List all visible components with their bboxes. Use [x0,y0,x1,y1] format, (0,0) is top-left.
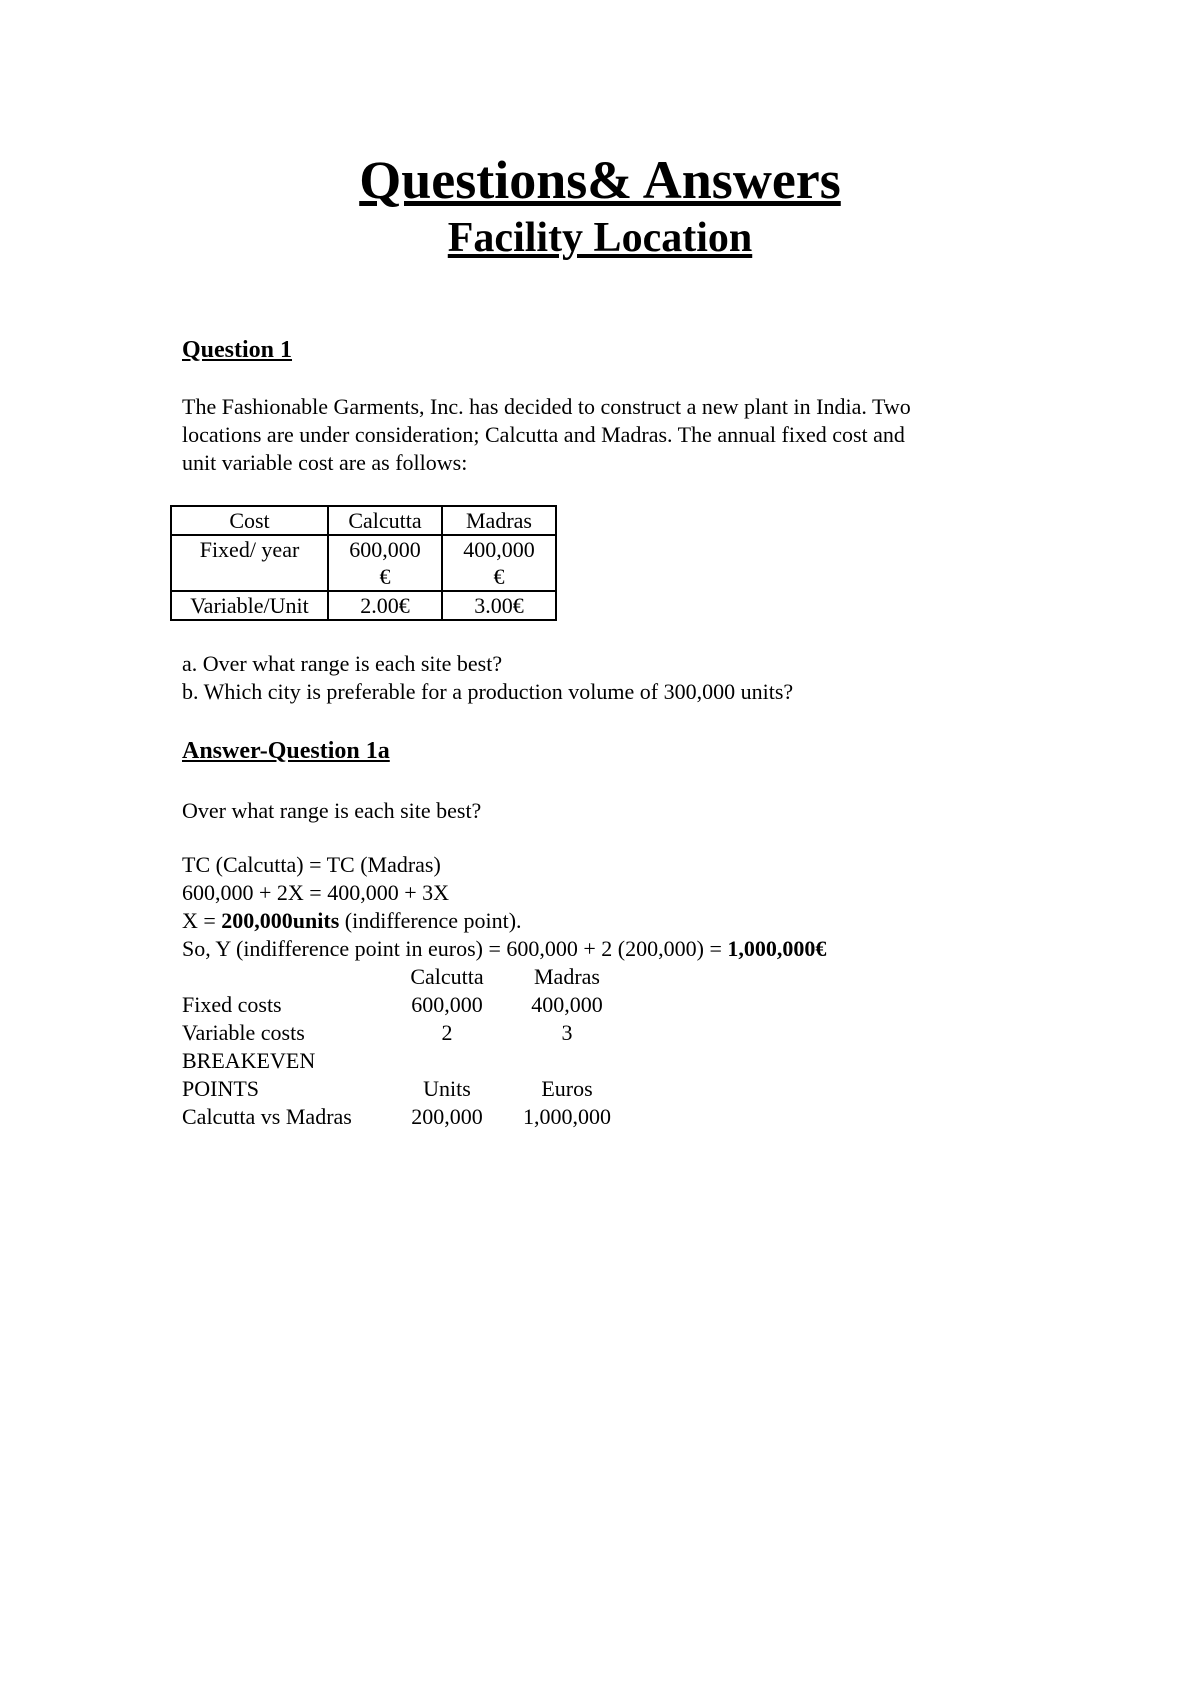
summary-cell: 200,000 [411,1104,483,1129]
equation-line [182,907,1012,935]
summary-cell: 1,000,000 [523,1104,611,1129]
intro-line: locations are under consideration; Calcutta and Madras. The annual fixed cost and [182,422,905,447]
intro-line: The Fashionable Garments, Inc. has decided to construct a new plant in India. Two [182,394,911,419]
summary-cell: Variable costs [182,1020,305,1045]
intro-line: unit variable cost are as follows: [182,450,468,475]
table-cell: 2.00€ [328,591,442,620]
question-1-heading: Question 1 [182,337,293,363]
question-1-intro [182,393,1012,477]
cell-line: 600,000 [349,537,421,562]
summary-cell: Units [423,1076,471,1101]
cell-line: € [493,564,505,589]
document-title: Questions& Answers [359,150,841,210]
answer-1a-heading: Answer-Question 1a [182,738,390,764]
summary-cell: Euros [541,1076,593,1101]
table-row [171,535,556,591]
cell-line: 400,000 [463,537,535,562]
summary-cell: Madras [534,964,600,989]
answer-1a-question [182,797,1012,825]
question-part-a: a. Over what range is each site best? [182,651,503,676]
table-cell [442,535,556,591]
table-cell: Fixed/ year [171,535,328,591]
summary-cell: Calcutta vs Madras [182,1104,352,1129]
table-header-cell: Cost [171,506,328,535]
equation-bold-value: 200,000units [221,908,340,933]
answer-question-text: Over what range is each site best? [182,798,482,823]
table-header-cell: Madras [442,506,556,535]
equation-suffix: (indifference point). [339,908,522,933]
equation-line: TC (Calcutta) = TC (Madras) [182,852,441,877]
equation-line [182,935,1012,963]
equation-bold-value: 1,000,000€ [727,936,827,961]
table-cell [328,535,442,591]
answer-1a-working [182,851,1012,963]
summary-cell: Fixed costs [182,992,282,1017]
table-header-cell: Calcutta [328,506,442,535]
summary-cell: POINTS [182,1076,260,1101]
summary-cell: Calcutta [410,964,484,989]
document-subtitle: Facility Location [447,215,753,261]
summary-cell: 400,000 [531,992,603,1017]
question-1-parts [182,650,1012,706]
summary-cell: 2 [441,1020,453,1045]
summary-cell: 600,000 [411,992,483,1017]
table-row [171,591,556,620]
question-part-b: b. Which city is preferable for a production volume of 300,000 units? [182,679,794,704]
equation-line: 600,000 + 2X = 400,000 + 3X [182,880,449,905]
summary-cell: 3 [561,1020,573,1045]
equation-prefix: X = [182,908,222,933]
equation-prefix: So, Y (indifference point in euros) = 600,000 + 2 (200,000) = [182,936,728,961]
summary-cell: BREAKEVEN [182,1048,316,1073]
table-cell: Variable/Unit [171,591,328,620]
cost-table [170,505,557,621]
table-header-row [171,506,556,535]
cell-line: € [379,564,391,589]
table-cell: 3.00€ [442,591,556,620]
